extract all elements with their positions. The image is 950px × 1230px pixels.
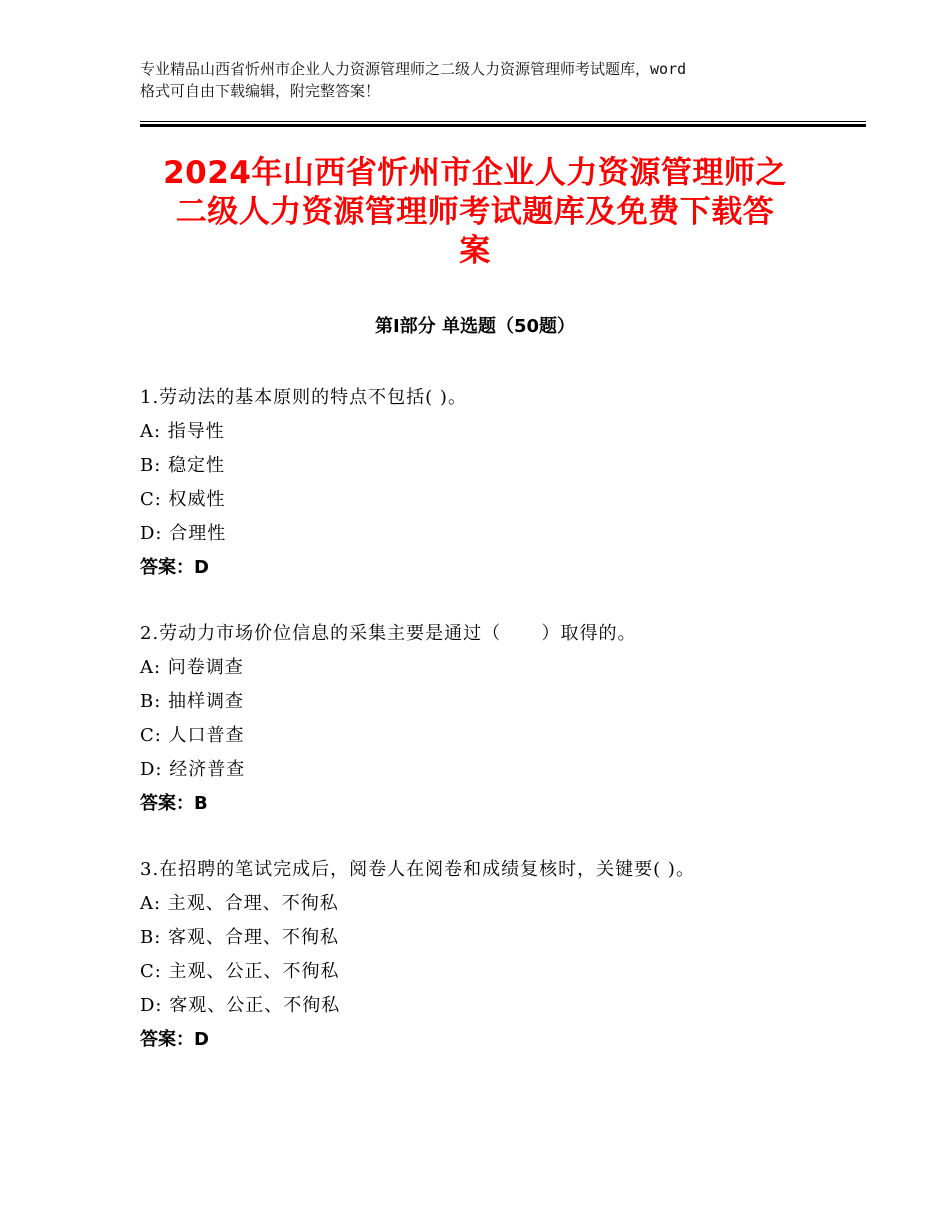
section-title: 第Ⅰ部分 单选题（50题） — [374, 316, 575, 337]
option-c: C: 主观、公正、不徇私 — [140, 961, 340, 982]
option-b: B: 客观、合理、不徇私 — [140, 927, 340, 948]
question-stem: 2.劳动力市场价位信息的采集主要是通过（ ）取得的。 — [140, 623, 637, 644]
header-note — [140, 58, 820, 102]
option-a: A: 问卷调查 — [140, 657, 244, 678]
option-d: D: 经济普查 — [140, 759, 246, 780]
question-1 — [140, 381, 870, 585]
answer: 答案：D — [140, 557, 209, 578]
option-a: A: 主观、合理、不徇私 — [140, 893, 339, 914]
question-stem: 1.劳动法的基本原则的特点不包括( )。 — [140, 387, 467, 408]
option-a: A: 指导性 — [140, 421, 225, 442]
document-title — [110, 154, 840, 271]
option-c: C: 人口普查 — [140, 725, 245, 746]
header-rule-thick — [140, 124, 866, 127]
option-c: C: 权威性 — [140, 489, 226, 510]
document-title-line-3: 案 — [459, 233, 491, 269]
question-list — [140, 381, 870, 1089]
question-3 — [140, 853, 870, 1057]
document-title-line-1: 2024年山西省忻州市企业人力资源管理师之 — [163, 155, 787, 191]
option-d: D: 客观、公正、不徇私 — [140, 995, 341, 1016]
option-d: D: 合理性 — [140, 523, 227, 544]
header-rule-thin — [140, 121, 866, 122]
question-2 — [140, 617, 870, 821]
header-note-line-2: 格式可自由下载编辑，附完整答案！ — [140, 82, 381, 100]
answer: 答案：D — [140, 1029, 209, 1050]
answer: 答案：B — [140, 793, 208, 814]
option-b: B: 抽样调查 — [140, 691, 245, 712]
document-title-line-2: 二级人力资源管理师考试题库及免费下载答 — [175, 194, 775, 230]
question-stem: 3.在招聘的笔试完成后，阅卷人在阅卷和成绩复核时，关键要( )。 — [140, 859, 695, 880]
option-b: B: 稳定性 — [140, 455, 226, 476]
header-note-line-1: 专业精品山西省忻州市企业人力资源管理师之二级人力资源管理师考试题库，word — [140, 60, 687, 78]
